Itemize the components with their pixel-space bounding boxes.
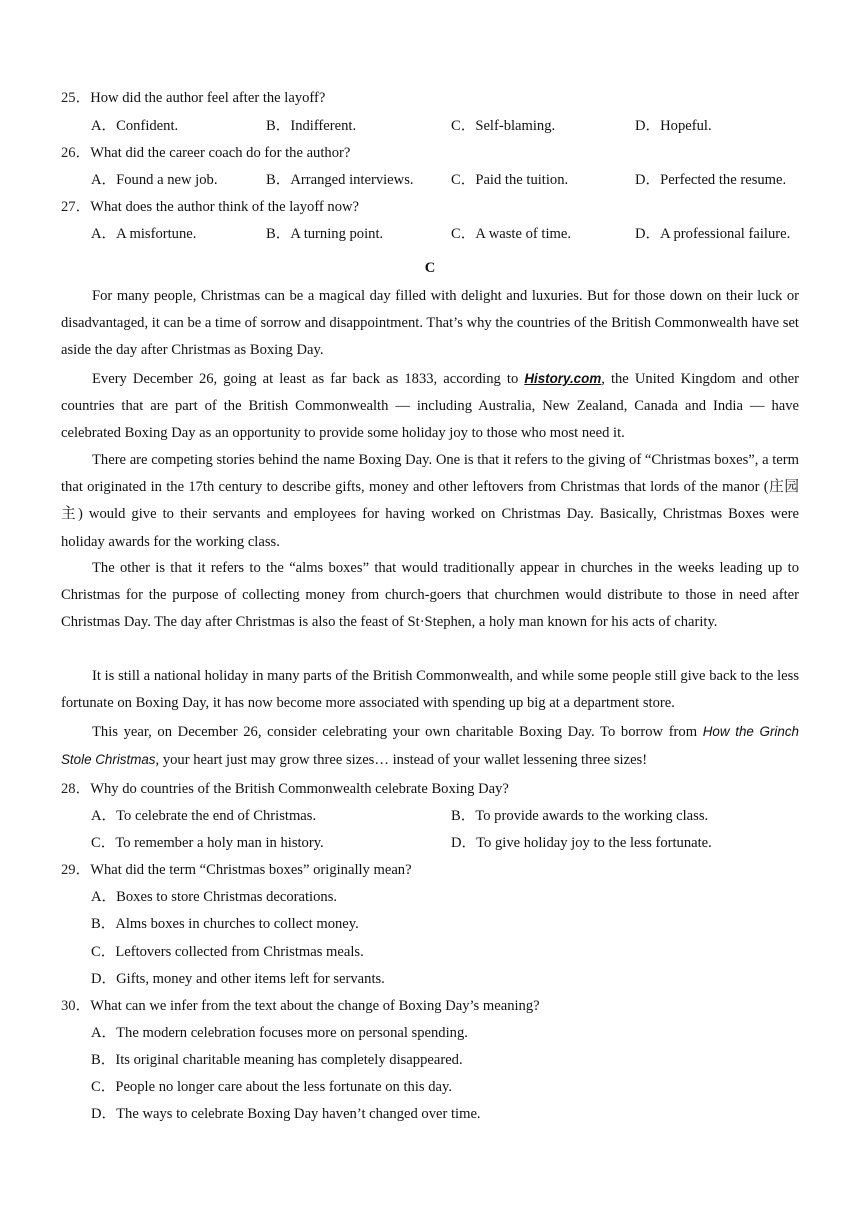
question-number: 28． xyxy=(61,781,91,797)
option-b: B．A turning point. xyxy=(266,226,384,242)
option-d: D．A professional failure. xyxy=(635,226,791,242)
option-a: A．To celebrate the end of Christmas. xyxy=(91,808,317,824)
question-stem: Why do countries of the British Commonwealth celebrate Boxing Day? xyxy=(90,781,509,797)
question-number: 30． xyxy=(61,998,91,1014)
option-a: A．A misfortune. xyxy=(91,226,197,242)
option-d: D．Perfected the resume. xyxy=(635,172,787,188)
book-title: How the Grinch Stole Christmas xyxy=(61,724,799,768)
paragraph-text: This year, on December 26, consider celebrating your own charitable Boxing Day. To borrow from xyxy=(92,724,703,740)
question-number: 26． xyxy=(61,145,91,161)
option-d: D．To give holiday joy to the less fortunate. xyxy=(451,835,712,851)
paragraph-6 xyxy=(61,718,799,774)
option-b: B．Its original charitable meaning has completely disappeared. xyxy=(91,1052,463,1068)
paragraph-5: It is still a national holiday in many parts of the British Commonwealth, and while some people still give back to the less fortunate on Boxing Day, it has now become more associated with spending up big at a department store. xyxy=(61,668,799,712)
question-stem: What did the career coach do for the author? xyxy=(90,145,351,161)
source-link[interactable]: History.com xyxy=(524,371,602,386)
option-b: B．Alms boxes in churches to collect money. xyxy=(91,916,359,932)
option-c: C．To remember a holy man in history. xyxy=(91,835,324,851)
paragraph-2 xyxy=(61,365,799,448)
option-a: A．The modern celebration focuses more on personal spending. xyxy=(91,1025,468,1041)
option-a: A．Found a new job. xyxy=(91,172,218,188)
paragraph-1: For many people, Christmas can be a magical day filled with delight and luxuries. But for those down on their luck or disadvantaged, it can be a time of sorrow and disappointment. That’s why the countries of the British Commonwealth have set aside the day after Christmas as Boxing Day. xyxy=(61,288,799,359)
paragraph-3: There are competing stories behind the name Boxing Day. One is that it refers to the giving of “Christmas boxes”, a term that originated in the 17th century to describe gifts, money and other leftovers from Christmas that lords of the manor (庄园主) would give to their servants and employees for having worked on Christmas Day. Basically, Christmas Boxes were holiday awards for the working class. xyxy=(61,452,799,550)
option-c: C．Self-blaming. xyxy=(451,118,556,134)
option-a: A．Boxes to store Christmas decorations. xyxy=(91,889,338,905)
question-stem: What does the author think of the layoff now? xyxy=(90,199,360,215)
question-stem: What can we infer from the text about the change of Boxing Day’s meaning? xyxy=(90,998,540,1014)
paragraph-text: , the United Kingdom and other countries that are part of the British Commonwealth — including Australia, New Zealand, Canada and India — have celebrated Boxing Day as an opportunity to provide some holiday joy to those who most need it. xyxy=(61,371,799,442)
paragraph-text: Every December 26, going at least as far back as 1833, according to xyxy=(92,371,525,387)
question-stem: What did the term “Christmas boxes” originally mean? xyxy=(90,862,412,878)
question-27 xyxy=(61,195,359,216)
question-25 xyxy=(61,86,325,107)
option-c: C．Leftovers collected from Christmas meals. xyxy=(91,944,364,960)
question-number: 25． xyxy=(61,90,91,106)
question-number: 29． xyxy=(61,862,91,878)
paragraph-text: , your heart just may grow three sizes… instead of your wallet lessening three sizes! xyxy=(155,752,648,769)
question-stem: How did the author feel after the layoff? xyxy=(90,90,326,106)
option-b: B．Arranged interviews. xyxy=(266,172,414,188)
question-28 xyxy=(61,777,509,798)
question-29 xyxy=(61,858,412,879)
question-30 xyxy=(61,994,540,1015)
option-c: C．A waste of time. xyxy=(451,226,571,242)
option-d: D．Gifts, money and other items left for servants. xyxy=(91,971,385,987)
paragraph-4: The other is that it refers to the “alms boxes” that would traditionally appear in churches in the weeks leading up to Christmas for the purpose of collecting money from church-goers that churchmen would distribute to those in need after Christmas Day. The day after Christmas is also the feast of St·Stephen, a holy man known for his acts of charity. xyxy=(61,560,799,631)
option-d: D．The ways to celebrate Boxing Day haven’t changed over time. xyxy=(91,1106,481,1122)
option-c: C．Paid the tuition. xyxy=(451,172,569,188)
option-d: D．Hopeful. xyxy=(635,118,712,134)
section-heading: C xyxy=(424,260,436,276)
option-c: C．People no longer care about the less fortunate on this day. xyxy=(91,1079,452,1095)
option-b: B．Indifferent. xyxy=(266,118,357,134)
question-26 xyxy=(61,141,350,162)
option-a: A．Confident. xyxy=(91,118,179,134)
question-number: 27． xyxy=(61,199,91,215)
option-b: B．To provide awards to the working class. xyxy=(451,808,709,824)
